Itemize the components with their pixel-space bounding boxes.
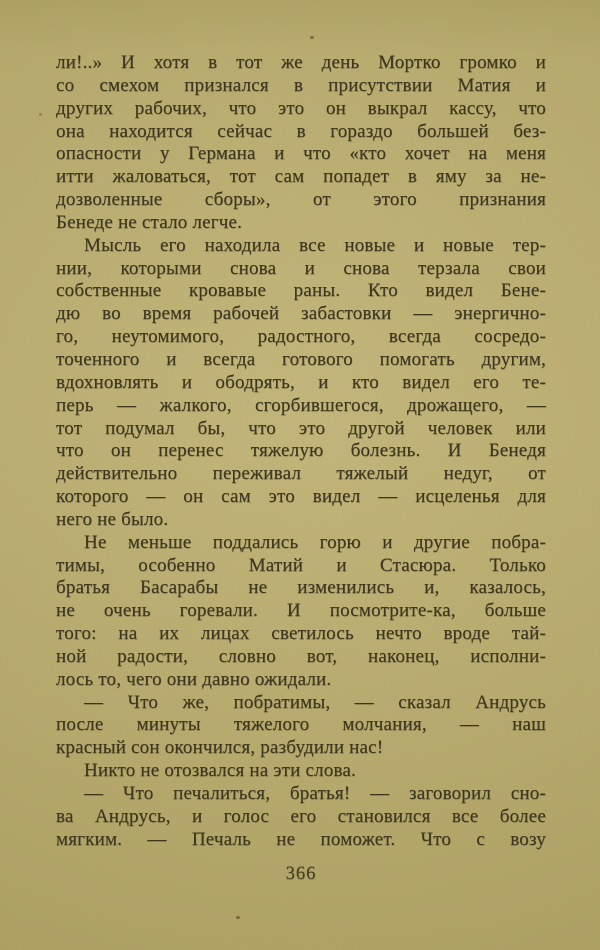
text-line: собственные кровавые раны. Кто видел Бене-	[56, 280, 546, 302]
text-line: ва Андрусь, и голос его становился все более	[56, 805, 546, 827]
text-line: го, неутомимого, радостного, всегда сосредо-	[56, 326, 546, 348]
paper-speck	[39, 113, 42, 116]
text-line: Не меньше поддались горю и другие побра-	[84, 531, 546, 553]
text-line: нии, которыми снова и снова терзала свои	[56, 257, 546, 279]
text-line: итти жаловаться, тот сам попадет в яму за не-	[56, 166, 546, 188]
text-line: Никто не отозвался на эти слова.	[84, 760, 357, 782]
body-text	[56, 52, 546, 852]
text-line: перь — жалкого, сгорбившегося, дрожащего, —	[56, 394, 546, 416]
text-line: она находится сейчас в гораздо большей без-	[56, 120, 546, 142]
text-line: вдохновлять и ободрять, и кто видел его те-	[56, 371, 546, 393]
text-line: того: на их лицах светилось нечто вроде тай-	[56, 623, 546, 645]
paper-speck	[310, 36, 314, 39]
text-line: тимы, особенно Матий и Стасюра. Только	[56, 554, 546, 576]
text-line: ли!..» И хотя в тот же день Мортко громко и	[56, 52, 546, 73]
text-line: красный сон окончился, разбудили нас!	[56, 737, 384, 759]
text-line: со смехом признался в присутствии Матия и	[56, 74, 546, 96]
text-line: тот подумал бы, что это другой человек или	[56, 417, 546, 439]
text-line: действительно переживал тяжелый недуг, от	[56, 463, 546, 485]
text-line: опасности у Германа и что «кто хочет на меня	[56, 143, 546, 165]
text-line: — Что печалиться, братья! — заговорил сно-	[84, 783, 546, 804]
text-line: Бенеде не стало легче.	[56, 211, 243, 233]
text-line: точенного и всегда готового помогать другим,	[56, 348, 546, 370]
page-number: 366	[285, 864, 317, 884]
text-line: — Что же, побратимы, — сказал Андрусь	[84, 691, 546, 713]
paper-speck	[236, 916, 240, 919]
text-line: которого — он сам это видел — исцеленья для	[56, 486, 546, 508]
text-line: после минуты тяжелого молчания, — наш	[56, 714, 546, 736]
text-line: что он перенес тяжелую болезнь. И Бенедя	[56, 440, 546, 462]
text-line: Мысль его находила все новые и новые тер-	[84, 234, 546, 256]
text-line: лось то, чего они давно ожидали.	[56, 668, 332, 690]
text-line: дозволенные сборы», от этого признания	[56, 189, 546, 211]
text-line: дю во время рабочей забастовки — энергично-	[56, 303, 546, 325]
text-line: него не было.	[56, 508, 169, 530]
text-line: братья Басарабы не изменились и, казалось,	[56, 577, 546, 599]
text-line: не очень горевали. И посмотрите-ка, больше	[56, 600, 546, 622]
text-line: ной радости, словно вот, наконец, исполни-	[56, 645, 546, 667]
text-line: мягким. — Печаль не поможет. Что с возу	[56, 828, 546, 850]
text-line: других рабочих, что это он выкрал кассу, что	[56, 97, 546, 119]
